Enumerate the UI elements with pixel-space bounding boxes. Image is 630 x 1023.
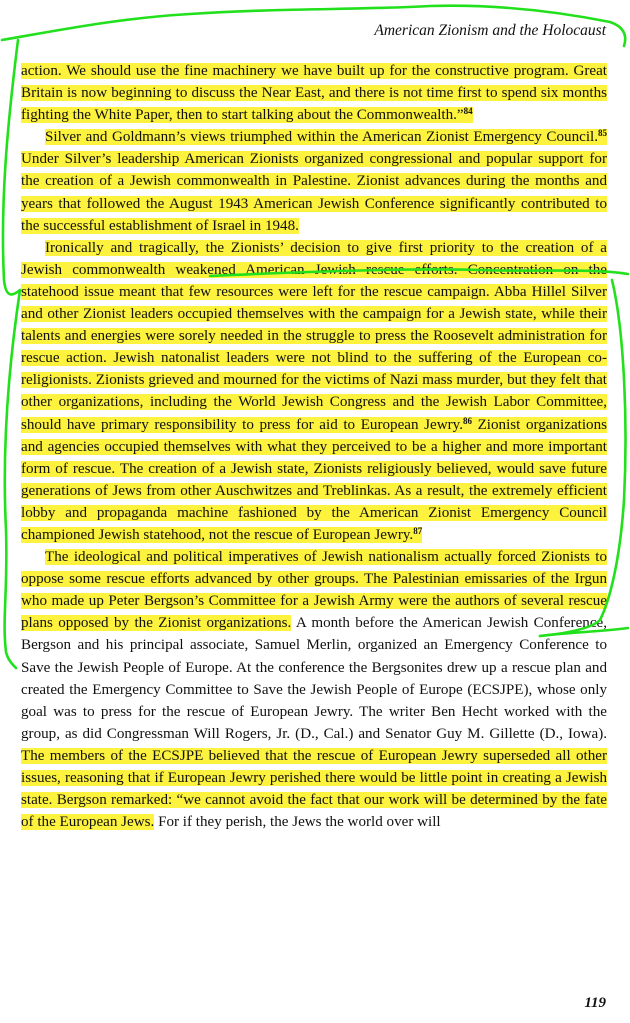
footnote-marker[interactable]: 85 — [598, 128, 607, 139]
paragraph-2 — [21, 126, 607, 236]
highlighted-text: The ideological and political imperatives of Jewish nationalism actually forced Zionists to oppose some rescue efforts advanced by other groups. The Palestinian emissaries of the Irgun who made up Peter Bergson’s Committee for a Jewish Army were the authors of several rescue plans opposed by the Zionist organizations. — [21, 549, 607, 632]
highlighted-text — [21, 129, 607, 233]
footnote-marker[interactable]: 86 — [462, 415, 472, 426]
highlighted-text — [21, 63, 607, 123]
annotation-stroke — [5, 290, 20, 668]
footnote-marker[interactable]: 84 — [463, 106, 473, 117]
annotation-stroke — [3, 40, 20, 294]
footnote-marker[interactable]: 87 — [413, 525, 423, 536]
running-header: American Zionism and the Holocaust — [374, 22, 606, 39]
text-run: Ironically and tragically, the Zionists’ decision to give first priority to the creation of a Jewish commonwealth weakened American Jewish rescue efforts. Concentration on the statehood issue meant that few resources were left for the rescue campaign. Abba Hillel Silver and other Zionist leaders occupied themselves with the campaign for a Jewish state, while their talents and energies were sorely needed in the struggle to press the Roosevelt administration for rescue action. Jewish natonalist leaders were not blind to the suffering of the European co-religionists. Zionists grieved and mourned for the victims of Nazi mass murder, but they felt that other organizations, including the World Jewish Congress and the Jewish Labor Committee, should have primary responsibility to press for aid to European Jewry. — [21, 239, 607, 433]
text-run: action. We should use the fine machinery we have built up for the constructive program. Great Britain is now beginning to discuss the Near East, and there is not time first to spend six months fighting the White Paper, then to start talking about the Commonwealth.” — [21, 63, 607, 124]
body-text — [21, 60, 607, 833]
text-run: Silver and Goldmann’s views triumphed within the American Zionist Emergency Council. — [45, 129, 598, 146]
highlighted-text: The members of the ECSJPE believed that the rescue of European Jewry superseded all other issues, reasoning that if European Jewry perished there would be little point in creating a Jewish state. Bergson remarked: “we cannot avoid the fact that our work will be determined by the fate of the European Jews. — [21, 747, 607, 831]
paragraph-3 — [21, 237, 607, 546]
paragraph-4 — [21, 546, 607, 833]
text-run: Zionist organizations and agencies occupied themselves with what they perceived to be a higher and more important form of rescue. The creation of a Jewish state, Zionists religiously believed, would save future generations of Jews from other Auschwitzes and Treblinkas. As a result, the extremely efficient lobby and propaganda machine fashioned by the American Zionist Emergency Council championed Jewish statehood, not the rescue of European Jewry. — [21, 416, 608, 543]
text-run: Under Silver’s leadership American Zionists organized congressional and popular support for the creation of a Jewish commonwealth in Palestine. Zionist advances during the months and years that followed the August 1943 American Jewish Conference significantly contributed to the successful establishment of Israel in 1948. — [21, 151, 607, 234]
plain-text: A month before the American Jewish Conference, Bergson and his principal associate, Samuel Merlin, organized an Emergency Conference to Save the Jewish People of Europe. At the conference the Bergsonites drew up a rescue plan and created the Emergency Committee to Save the Jewish People of Europe (ECSJPE), whose only goal was to press for the rescue of European Jewry. The writer Ben Hecht worked with the group, as did Congressman Will Rogers, Jr. (D., Cal.) and Senator Guy M. Gillette (D., Iowa). — [21, 615, 607, 742]
highlighted-text — [21, 240, 607, 543]
paragraph-1 — [21, 60, 607, 126]
plain-text: For if they perish, the Jews the world over will — [154, 814, 441, 831]
page-number: 119 — [584, 995, 606, 1011]
